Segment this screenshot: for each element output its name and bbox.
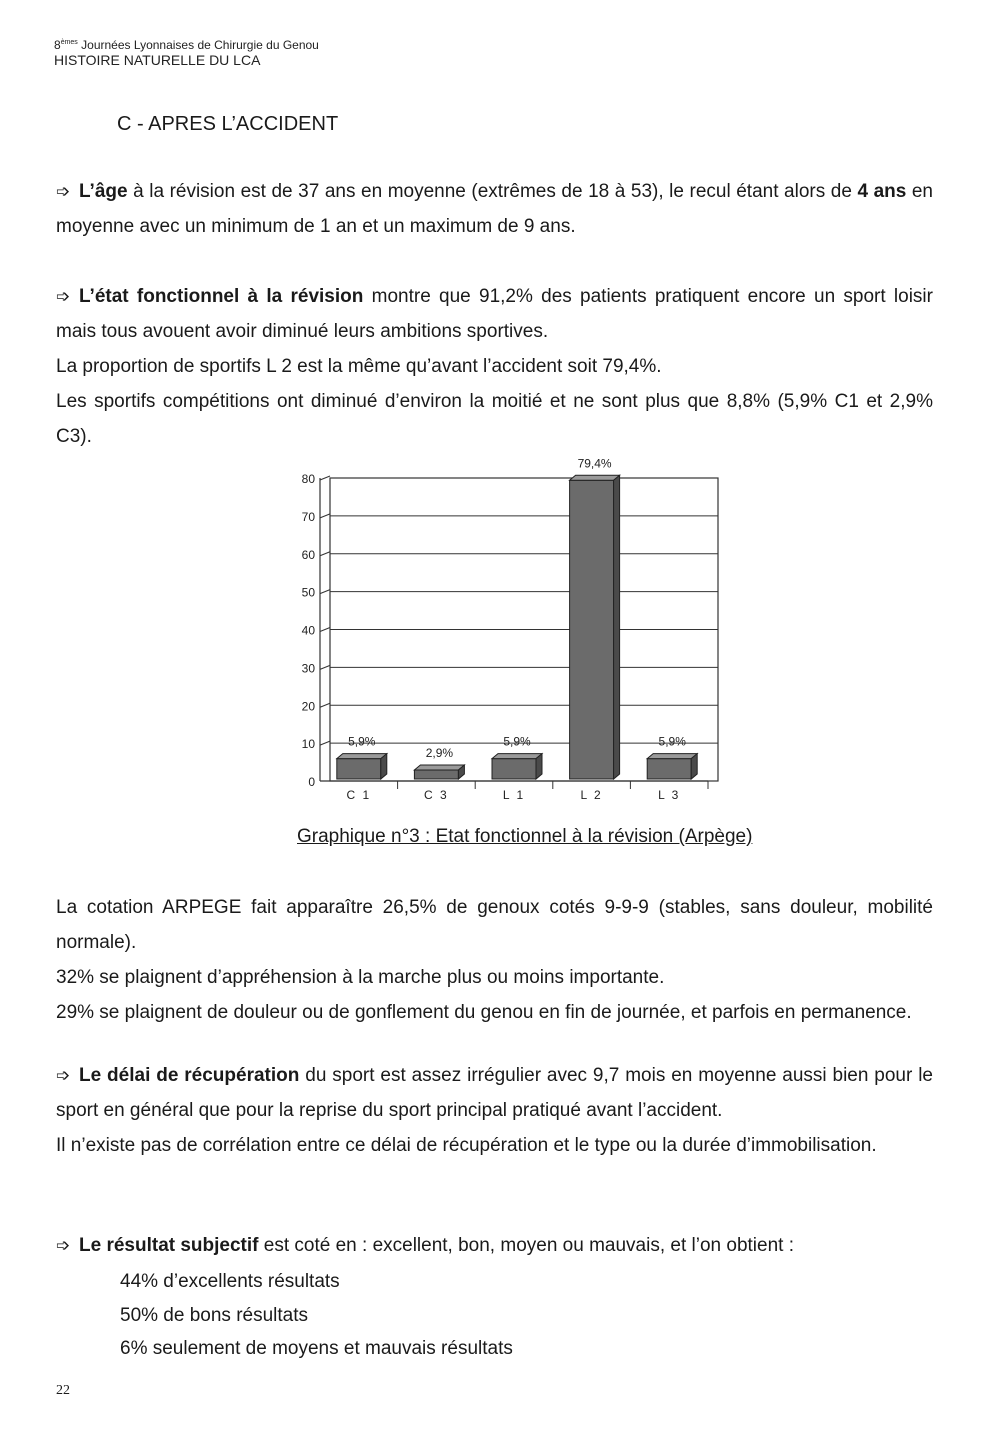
y-tick-label: 0 (308, 775, 315, 789)
bar-front (337, 759, 381, 779)
bar-side (614, 475, 620, 779)
y-tick-label: 10 (301, 737, 315, 752)
bar-side (691, 754, 697, 779)
arrow-icon: ➩ (56, 287, 71, 306)
bar-front (492, 759, 536, 779)
bar-top (337, 754, 387, 759)
bar-top (570, 475, 620, 480)
arpege-text-l2: 32% se plaignent d’appréhension à la marche plus ou moins importante. (56, 967, 665, 988)
etat-text-l3: Les sportifs compétitions ont diminué d’environ la moitié et ne sont plus que 8,8% (5,9% C1 et 2,9% C3). (56, 391, 933, 447)
y-tick-label: 60 (301, 547, 315, 562)
etat-text-l2: La proportion de sportifs L 2 est la même qu’avant l’accident soit 79,4%. (56, 356, 662, 377)
data-label: 79,4% (577, 456, 612, 471)
bar-front (570, 480, 614, 779)
running-header (54, 38, 319, 69)
age-text-end: en moyenne avec un minimum de 1 an et un maximum de 9 ans. (56, 181, 933, 237)
bar (647, 754, 697, 779)
paragraph-resultat (56, 1228, 933, 1263)
conference-ordinal: 8 (54, 38, 61, 52)
result-item: 50% de bons résultats (120, 1305, 309, 1326)
y-tick-label: 80 (301, 472, 315, 486)
bold-term-recul: 4 ans (857, 181, 907, 202)
resultat-text: est coté en : excellent, bon, moyen ou mauvais, et l’on obtient : (258, 1235, 794, 1256)
paragraph-age (56, 174, 933, 244)
conference-ordinal-suffix: èmes (60, 39, 78, 46)
bar-chart (280, 456, 740, 810)
age-text: à la révision est de 37 ans en moyenne (extrêmes de 18 à 53), le recul étant alors de (127, 181, 858, 202)
bar (570, 475, 620, 779)
grid-line-diagonal (320, 514, 330, 518)
arpege-text-l1: La cotation ARPEGE fait apparaître 26,5% de genoux cotés 9-9-9 (stables, sans douleur, mobilité normale). (56, 897, 933, 953)
conference-name (54, 38, 319, 52)
data-label: 5,9% (348, 734, 376, 749)
x-axis-ticks (346, 781, 708, 802)
grid-line-diagonal (320, 628, 330, 632)
bar (414, 765, 464, 779)
chart-bars (337, 456, 697, 779)
grid-line-diagonal (320, 741, 330, 745)
grid-line-diagonal (320, 703, 330, 707)
bar-top (647, 754, 697, 759)
y-tick-label: 30 (301, 661, 315, 676)
result-item: 44% d’excellents résultats (120, 1271, 340, 1292)
grid-line-diagonal (320, 552, 330, 556)
bold-term-etat: L’état fonctionnel à la révision (79, 286, 364, 307)
page-number: 22 (56, 1383, 70, 1398)
bar-front (647, 759, 691, 779)
bar-front (414, 770, 458, 779)
x-tick-label: L 1 (502, 788, 526, 802)
paragraph-etat-fonctionnel (56, 279, 933, 454)
y-axis-ticks (302, 472, 316, 789)
grid-line-diagonal (320, 665, 330, 669)
data-label: 2,9% (425, 746, 454, 761)
chart-caption: Graphique n°3 : Etat fonctionnel à la révision (Arpège) (297, 826, 753, 847)
conference-title: Journées Lyonnaises de Chirurgie du Genou (77, 38, 319, 52)
y-tick-label: 20 (301, 699, 315, 714)
section-heading: C - APRES L’ACCIDENT (117, 113, 339, 135)
grid-line-diagonal (320, 476, 330, 480)
grid-line-diagonal (320, 590, 330, 594)
result-item: 6% seulement de moyens et mauvais résultats (120, 1338, 513, 1359)
bar-top (492, 754, 542, 759)
bar-side (536, 754, 542, 779)
bold-term-delai: Le délai de récupération (79, 1065, 300, 1086)
data-label: 5,9% (658, 734, 686, 749)
x-tick-label: C 1 (346, 788, 372, 802)
x-tick-label: L 2 (580, 788, 603, 802)
paragraph-delai (56, 1058, 933, 1163)
arrow-icon: ➩ (56, 1236, 71, 1255)
y-tick-label: 50 (301, 585, 315, 600)
etat-text: montre que 91,2% des patients pratiquent encore un sport loisir mais tous avouent avoir diminué leurs ambitions sportives. (56, 286, 933, 342)
arrow-icon: ➩ (56, 1066, 71, 1085)
arpege-text-l3: 29% se plaignent de douleur ou de gonflement du genou en fin de journée, et parfois en permanence. (56, 1002, 912, 1023)
bold-term-age: L’âge (79, 181, 128, 202)
delai-text: du sport est assez irrégulier avec 9,7 mois en moyenne aussi bien pour le sport en général que pour la reprise du sport principal pratiqué avant l’accident. (56, 1065, 933, 1121)
delai-text-l2: Il n’existe pas de corrélation entre ce délai de récupération et le type ou la durée d’immobilisation. (56, 1135, 877, 1156)
bold-term-resultat: Le résultat subjectif (79, 1235, 259, 1256)
bar-top (414, 765, 464, 770)
bar (492, 754, 542, 779)
bar (337, 754, 387, 779)
bar-side (381, 754, 387, 779)
paragraph-arpege (56, 890, 933, 1030)
y-tick-label: 40 (301, 623, 315, 638)
document-title: HISTOIRE NATURELLE DU LCA (54, 52, 261, 69)
x-tick-label: L 3 (658, 788, 681, 802)
arrow-icon: ➩ (56, 182, 71, 201)
x-tick-label: C 3 (424, 788, 449, 802)
y-tick-label: 70 (301, 509, 315, 524)
data-label: 5,9% (503, 734, 531, 749)
